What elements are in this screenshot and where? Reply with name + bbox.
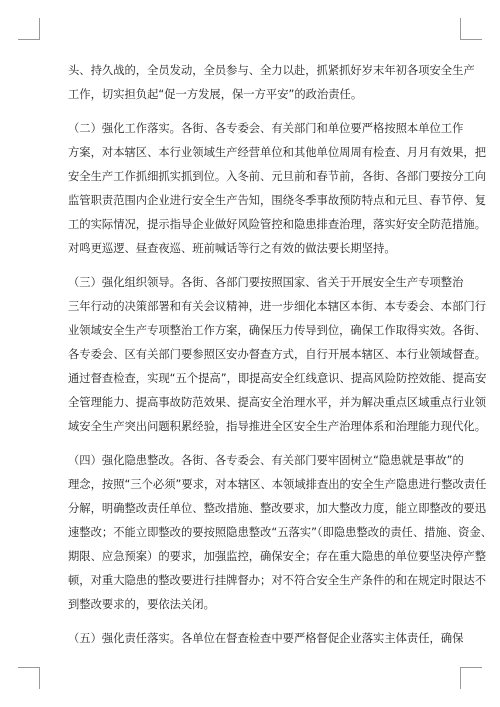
paragraph-hazard-rectification: [68, 449, 493, 617]
paragraph-organization-leadership: [68, 271, 487, 439]
text-line: （三）强化组织领导。各街、各部门要按照国家、省关于开展安全生产专项整治: [68, 276, 464, 289]
text-line: 速整改；不能立即整改的要按照隐患整改“五落实”（即隐患整改的责任、措施、资金、: [68, 526, 493, 539]
crop-mark-top-left-horizontal: [18, 39, 40, 40]
text-line: （四）强化隐患整改。各街、各专委会、有关部门要牢固树立“隐患就是事故”的: [68, 454, 464, 467]
crop-mark-bottom-right-horizontal: [460, 667, 482, 668]
text-line: 业领域安全生产专项整治工作方案，确保压力传导到位，确保工作取得实效。各街、: [68, 324, 486, 337]
text-line: 头、持久战的，全员发动，全员参与、全力以赴，抓紧抓好岁末年初各项安全生产: [68, 64, 475, 77]
text-line: 三年行动的决策部署和有关会议精神，进一步细化本辖区本街、本专委会、本部门行: [68, 300, 486, 313]
paragraph-continuation: [68, 59, 475, 107]
text-line: 监管职责范围内企业进行安全生产告知，围绕冬季事故预防特点和元旦、春节停、复: [68, 194, 486, 207]
text-line: 安全生产工作抓细抓实抓到位。入冬前、元旦前和春节前，各街、各部门要按分工向: [68, 170, 486, 183]
text-line: 对鸣更巡逻、昼查夜巡、班前喊话等行之有效的做法要长期坚持。: [68, 242, 396, 255]
text-line: 方案，对本辖区、本行业领域生产经营单位和其他单位周周有检查、月月有效果，把: [68, 146, 486, 159]
text-line: 全管理能力、提高事故防范效果、提高安全治理水平，并为解决重点区域重点行业领: [68, 396, 486, 409]
text-line: 域安全生产突出问题积累经验，指导推进全区安全生产治理体系和治理能力现代化。: [68, 420, 486, 433]
text-line: 工作，切实担负起“促一方发展，保一方平安”的政治责任。: [68, 88, 363, 101]
text-line: 顿，对重大隐患的整改要进行挂牌督办；对不符合安全生产条件的和在规定时限达不: [68, 574, 486, 587]
crop-mark-bottom-right-vertical: [460, 667, 461, 689]
text-line: 分解，明确整改责任单位、整改措施、整改要求，加大整改力度，能立即整改的要迅: [68, 502, 486, 515]
text-line: 到整改要求的，要依法关闭。: [68, 598, 215, 611]
text-line: 各专委会、区有关部门要参照区安办督查方式，自行开展本辖区、本行业领域督查。: [68, 348, 486, 361]
crop-mark-top-right-horizontal: [460, 39, 482, 40]
text-line: 理念，按照“三个必须”要求，对本辖区、本领域排查出的安全生产隐患进行整改责任: [68, 478, 487, 491]
crop-mark-bottom-left-horizontal: [18, 667, 40, 668]
crop-mark-top-right-vertical: [460, 18, 461, 40]
text-line: 通过督查检查，实现“五个提高”，即提高安全红线意识、提高风险防控效能、提高安: [68, 372, 487, 385]
crop-mark-bottom-left-vertical: [39, 667, 40, 689]
crop-mark-top-left-vertical: [39, 18, 40, 40]
paragraph-work-implementation: [68, 117, 486, 261]
text-line: 期限、应急预案）的要求，加强监控，确保安全；存在重大隐患的单位要坚决停产整: [68, 550, 486, 563]
body-text: [68, 59, 493, 651]
paragraph-responsibility: [68, 627, 464, 651]
text-line: （二）强化工作落实。各街、各专委会、有关部门和单位要严格按照本单位工作: [68, 122, 464, 135]
text-line: （五）强化责任落实。各单位在督查检查中要严格督促企业落实主体责任，确保: [68, 632, 464, 645]
text-line: 工的实际情况，提示指导企业做好风险管控和隐患排查治理，落实好安全防范措施。: [68, 218, 486, 231]
